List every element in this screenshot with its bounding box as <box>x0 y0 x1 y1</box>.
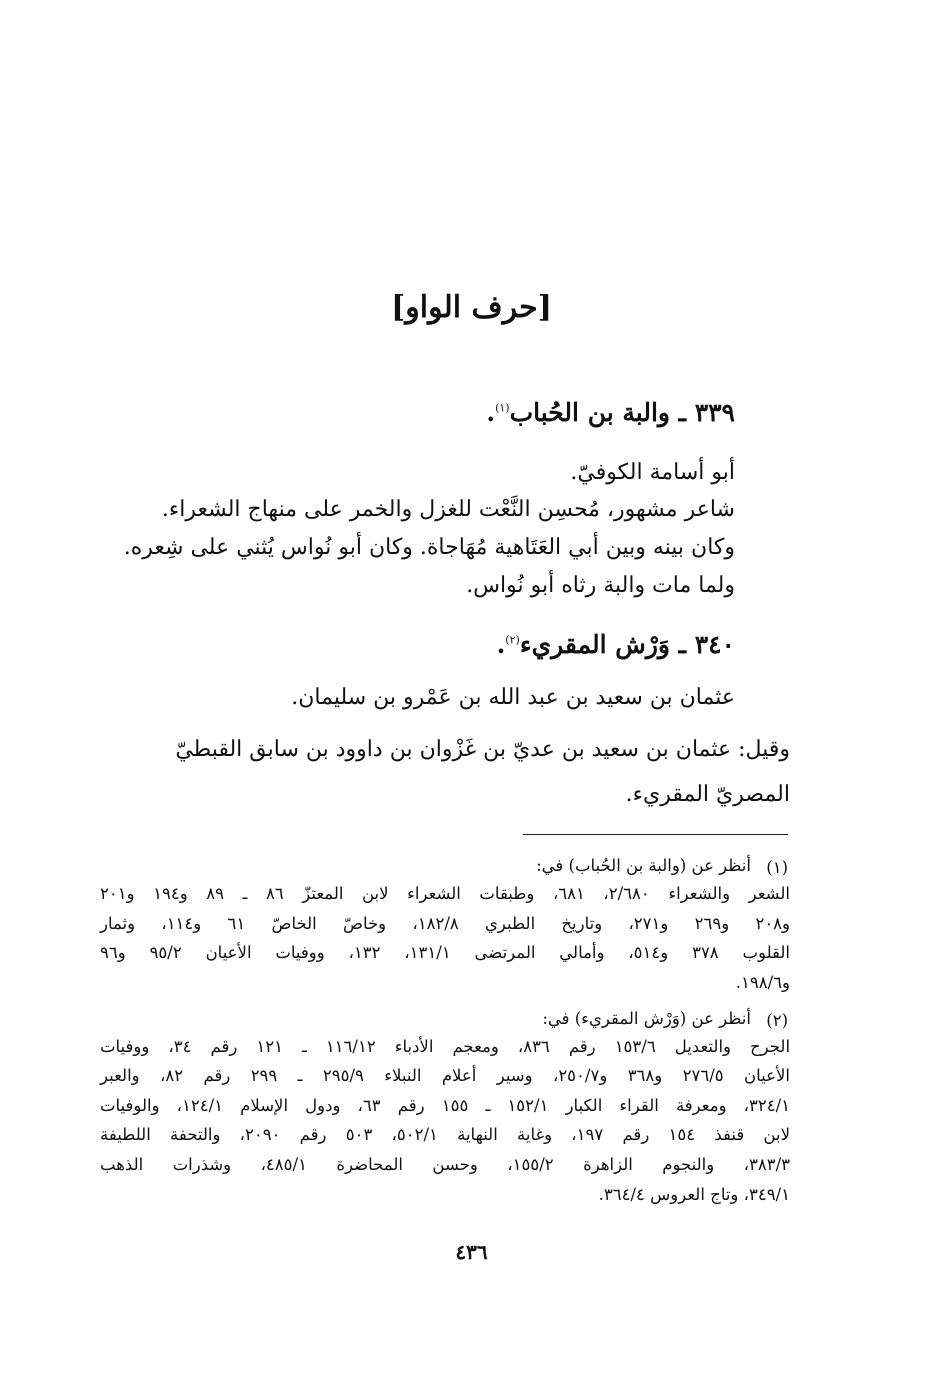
footnote-number-2: (٢) <box>766 1011 788 1030</box>
footnote-2-line-7: ٣٤٩/١، وتاج العروس ٣٦٤/٤. <box>598 1185 790 1204</box>
footnote-number-1: (١) <box>766 858 788 877</box>
footnote-2-line-2: الجرح والتعديل ١٥٣/٦ رقم ٨٣٦، ومعجم الأدباء ١١٦/١٢ ـ ١٢١ رقم ٣٤، ووفيات <box>100 1037 791 1056</box>
footnote-ref[interactable]: (٢) <box>505 633 520 647</box>
entry-title-end: . <box>486 398 496 427</box>
footnote-2-line-5: لابن قنفذ ١٥٤ رقم ١٩٧، وغاية النهاية ٥٠٢/١، ٥٠٣ رقم ٢٠٩٠، والتحفة اللطيفة <box>100 1125 790 1144</box>
entry-title-text: ٣٤٠ ـ وَرْش المقريء <box>519 630 735 659</box>
entry-title-339 <box>486 398 735 427</box>
entry-title-340 <box>497 630 735 659</box>
footnote-1-line-1: أنظر عن (والبة بن الحُباب) في: <box>536 856 751 875</box>
section-heading: [حرف الواو] <box>391 290 552 325</box>
entry-title-text: ٣٣٩ ـ والبة بن الحُباب <box>509 398 735 427</box>
entry-340-line-3: المصريّ المقريء. <box>625 782 790 807</box>
footnote-2-line-6: ٣٨٣/٣، والنجوم الزاهرة ١٥٥/٢، وحسن المحاضرة ٤٨٥/١، وشذرات الذهب <box>100 1155 790 1174</box>
footnote-1-line-5: و١٩٨/٦. <box>735 973 790 992</box>
entry-339-line-4: ولما مات والبة رثاه أبو نُواس. <box>466 573 735 598</box>
entry-340-line-1: عثمان بن سعيد بن عبد الله بن عَمْرو بن سليمان. <box>291 685 735 710</box>
footnote-2-line-3: الأعيان ٢٧٦/٥ و٣٦٨ و٢٥٠/٧، وسير أعلام النبلاء ٢٩٥/٩ ـ ٢٩٩ رقم ٨٢، والعبر <box>100 1066 791 1085</box>
entry-title-end: . <box>496 630 506 659</box>
footnote-2-line-1: أنظر عن (وَرْش المقريء) في: <box>542 1009 751 1028</box>
entry-339-line-3: وكان بينه وبين أبي العَتَاهية مُهَاجاة. وكان أبو نُواس يُثني على شِعره. <box>123 535 735 560</box>
footnote-1-line-2: الشعر والشعراء ٢/٦٨٠، ٦٨١، وطبقات الشعراء لابن المعتزّ ٨٦ ـ ٨٩ و١٩٤ و٢٠١ <box>100 884 790 903</box>
page-number: ٤٣٦ <box>455 1240 488 1264</box>
footnote-1-line-3: و٢٠٨ و٢٦٩ و٢٧١، وتاريخ الطبري ١٨٢/٨، وخاصّ الخاصّ ٦١ و١١٤، وثمار <box>100 914 791 933</box>
footnote-1-line-4: القلوب ٣٧٨ و٥١٤، وأمالي المرتضى ١٣١/١، ١٣٢، ووفيات الأعيان ٩٥/٢ و٩٦ <box>100 943 790 962</box>
footnote-2-line-4: ٣٢٤/١، ومعرفة القراء الكبار ١٥٢/١ ـ ١٥٥ رقم ٦٣، ودول الإسلام ١٢٤/١، والوفيات <box>100 1096 791 1115</box>
entry-339-line-1: أبو أسامة الكوفيّ. <box>570 460 735 485</box>
footnote-separator <box>523 834 788 835</box>
footnote-ref[interactable]: (١) <box>495 401 510 415</box>
entry-339-line-2: شاعر مشهور، مُحسِن النَّعْت للغزل والخمر على منهاج الشعراء. <box>161 497 735 522</box>
entry-340-line-2: وقيل: عثمان بن سعيد بن عديّ بن غَزْوان بن داوود بن سابق القبطيّ <box>175 737 790 762</box>
